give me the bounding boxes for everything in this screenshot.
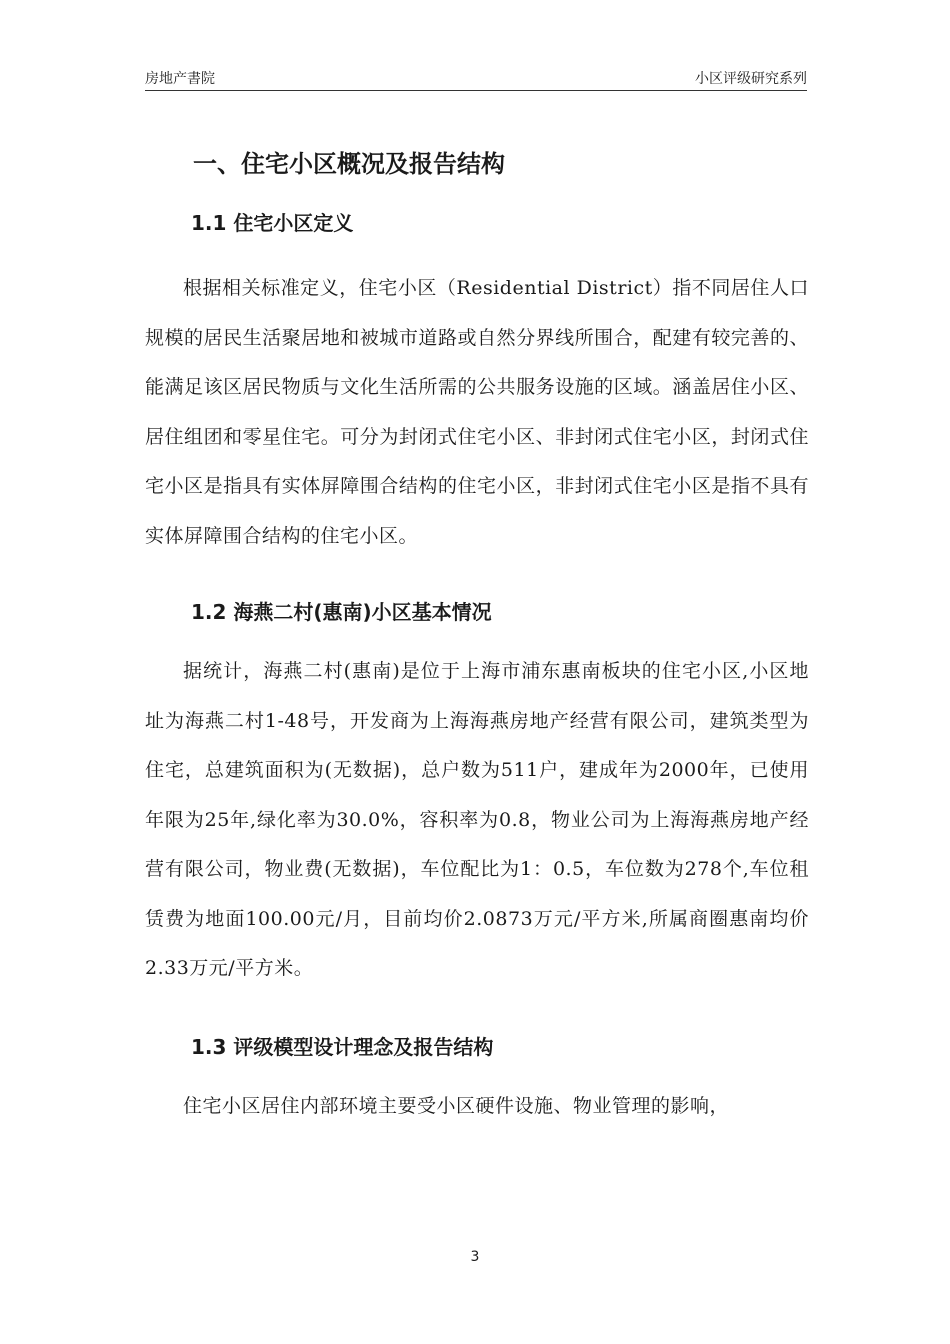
section-title-1-2: 1.2 海燕二村(惠南)小区基本情况 [191, 600, 492, 624]
section-title-1-1: 1.1 住宅小区定义 [191, 211, 354, 235]
section-paragraph-1-3: 住宅小区居住内部环境主要受小区硬件设施、物业管理的影响， [183, 1094, 730, 1117]
chapter-title: 一、住宅小区概况及报告结构 [193, 150, 505, 178]
header-publisher: 房地产書院 [145, 71, 215, 87]
document-body [145, 140, 809, 1131]
page-number: 3 [470, 1249, 480, 1265]
section-paragraph-1-2: 据统计，海燕二村(惠南)是位于上海市浦东惠南板块的住宅小区,小区地址为海燕二村1-48号，开发商为上海海燕房地产经营有限公司，建筑类型为住宅，总建筑面积为(无数据)，总户数为511户，建成年为2000年，已使用年限为25年,绿化率为30.0%，容积率为0.8，物业公司为上海海燕房地产经营有限公司，物业费(无数据)，车位配比为1：0.5，车位数为278个,车位租赁费为地面100.00元/月，目前均价2.0873万元/平方米,所属商圈惠南均价2.33万元/平方米。 [145, 660, 809, 979]
section-paragraph-1-1: 根据相关标准定义，住宅小区（Residential District）指不同居住人口规模的居民生活聚居地和被城市道路或自然分界线所围合，配建有较完善的、能满足该区居民物质与文化生活所需的公共服务设施的区域。涵盖居住小区、居住组团和零星住宅。可分为封闭式住宅小区、非封闭式住宅小区，封闭式住宅小区是指具有实体屏障围合结构的住宅小区，非封闭式住宅小区是指不具有实体屏障围合结构的住宅小区。 [145, 277, 809, 547]
section-title-1-3: 1.3 评级模型设计理念及报告结构 [191, 1034, 494, 1059]
page-header [145, 62, 807, 91]
header-series: 小区评级研究系列 [695, 71, 807, 87]
